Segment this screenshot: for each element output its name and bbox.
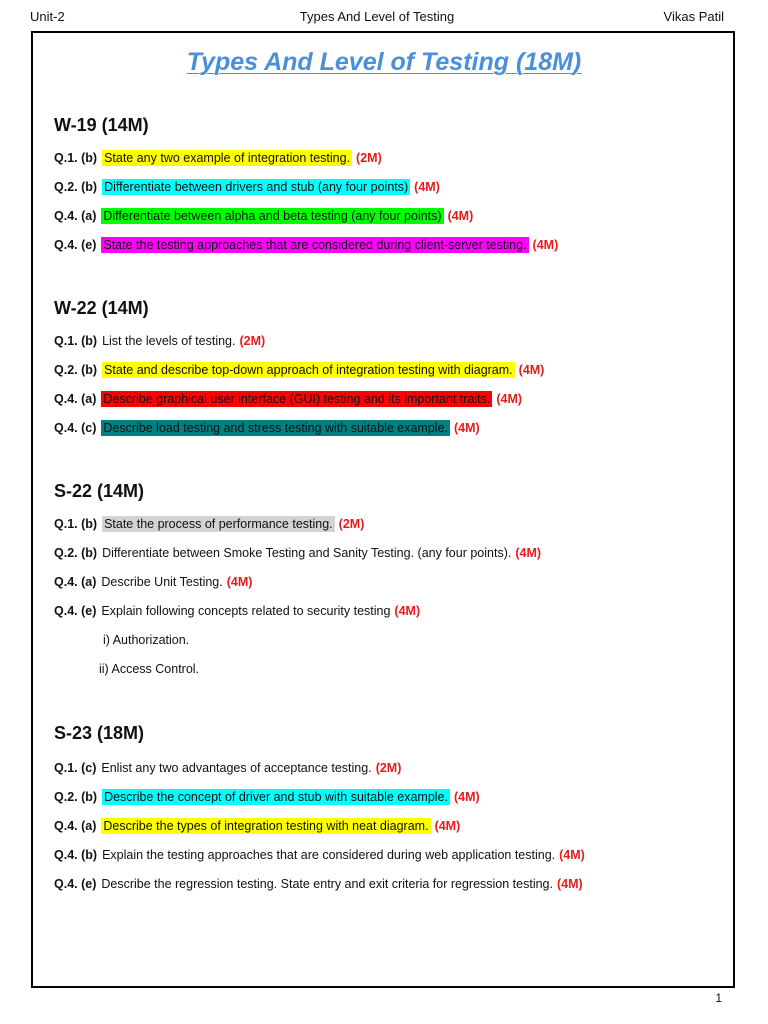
question-s23-1 <box>54 760 401 776</box>
question-w19-4 <box>54 237 558 253</box>
question-w19-2 <box>54 179 440 195</box>
section-title-w19: W-19 (14M) <box>54 115 149 135</box>
question-w22-3 <box>54 391 522 407</box>
question-number: Q.1. (b) <box>54 151 98 165</box>
question-marks: (2M) <box>375 761 402 775</box>
question-marks: (4M) <box>434 819 461 833</box>
question-text: Explain following concepts related to security testing <box>101 604 391 618</box>
sub-item-access-control: ii) Access Control. <box>99 662 200 676</box>
question-number: Q.1. (b) <box>54 517 98 531</box>
question-s23-2 <box>54 789 480 805</box>
question-w19-3 <box>54 208 473 224</box>
question-text: State the process of performance testing. <box>104 517 333 531</box>
question-marks: (4M) <box>454 421 480 435</box>
question-number: Q.4. (a) <box>54 575 97 589</box>
question-text: Differentiate between Smoke Testing and Sanity Testing. (any four points). <box>102 546 512 560</box>
question-s23-4 <box>54 847 585 863</box>
question-w22-1 <box>54 333 265 349</box>
question-marks: (4M) <box>226 575 253 589</box>
question-marks: (4M) <box>447 209 474 223</box>
question-number: Q.4. (b) <box>54 848 98 862</box>
question-number: Q.2. (b) <box>54 180 98 194</box>
question-marks: (4M) <box>559 848 585 862</box>
section-title-w22: W-22 (14M) <box>54 298 149 318</box>
header-topic: Types And Level of Testing <box>299 9 455 24</box>
question-s23-5 <box>54 876 583 892</box>
question-text: Enlist any two advantages of acceptance testing. <box>101 761 372 775</box>
question-marks: (2M) <box>239 334 266 348</box>
question-marks: (4M) <box>454 790 480 804</box>
question-text: State the testing approaches that are considered during client-server testing. <box>103 238 527 252</box>
question-s22-3 <box>54 574 252 590</box>
section-title-s22: S-22 (14M) <box>54 481 145 501</box>
question-number: Q.4. (e) <box>54 877 97 891</box>
question-text: Describe the concept of driver and stub with suitable example. <box>104 790 448 804</box>
question-w22-2 <box>54 362 544 378</box>
question-text: List the levels of testing. <box>102 334 236 348</box>
question-text: Describe the types of integration testing with neat diagram. <box>103 819 429 833</box>
question-text: Differentiate between alpha and beta testing (any four points) <box>103 209 442 223</box>
page-number: 1 <box>715 991 722 1005</box>
question-number: Q.2. (b) <box>54 790 98 804</box>
question-text: State and describe top-down approach of integration testing with diagram. <box>104 363 513 377</box>
question-number: Q.1. (c) <box>54 761 97 775</box>
question-number: Q.4. (e) <box>54 604 97 618</box>
question-s22-4 <box>54 603 420 619</box>
question-text: Describe the regression testing. State entry and exit criteria for regression testing. <box>101 877 553 891</box>
question-number: Q.2. (b) <box>54 363 98 377</box>
question-text: Differentiate between drivers and stub (any four points) <box>104 180 409 194</box>
question-s22-1 <box>54 516 364 532</box>
question-marks: (4M) <box>532 238 559 252</box>
question-number: Q.1. (b) <box>54 334 98 348</box>
page-border <box>31 31 735 988</box>
question-text: Describe graphical user interface (GUI) testing and its important traits. <box>103 392 491 406</box>
question-number: Q.4. (c) <box>54 421 97 435</box>
question-w19-1 <box>54 150 382 166</box>
question-marks: (4M) <box>414 180 440 194</box>
question-number: Q.4. (a) <box>54 819 97 833</box>
header-author: Vikas Patil <box>663 9 724 24</box>
question-text: Describe load testing and stress testing with suitable example. <box>103 421 448 435</box>
page-header <box>30 9 724 27</box>
question-number: Q.4. (e) <box>54 238 97 252</box>
question-text: Explain the testing approaches that are considered during web application testing. <box>102 848 556 862</box>
question-number: Q.4. (a) <box>54 392 97 406</box>
question-number: Q.2. (b) <box>54 546 98 560</box>
question-text: Describe Unit Testing. <box>101 575 223 589</box>
question-marks: (4M) <box>518 363 545 377</box>
question-marks: (4M) <box>496 392 523 406</box>
header-unit: Unit-2 <box>30 9 65 24</box>
question-marks: (4M) <box>515 546 542 560</box>
question-number: Q.4. (a) <box>54 209 97 223</box>
question-marks: (4M) <box>394 604 421 618</box>
question-s23-3 <box>54 818 460 834</box>
question-marks: (2M) <box>338 517 365 531</box>
section-title-s23: S-23 (18M) <box>54 723 145 743</box>
question-w22-4 <box>54 420 480 436</box>
question-s22-2 <box>54 545 541 561</box>
sub-item-authorization: i) Authorization. <box>103 633 190 647</box>
page-title: Types And Level of Testing (18M) <box>186 48 582 76</box>
question-text: State any two example of integration testing. <box>104 151 351 165</box>
question-marks: (2M) <box>356 151 382 165</box>
question-marks: (4M) <box>556 877 583 891</box>
